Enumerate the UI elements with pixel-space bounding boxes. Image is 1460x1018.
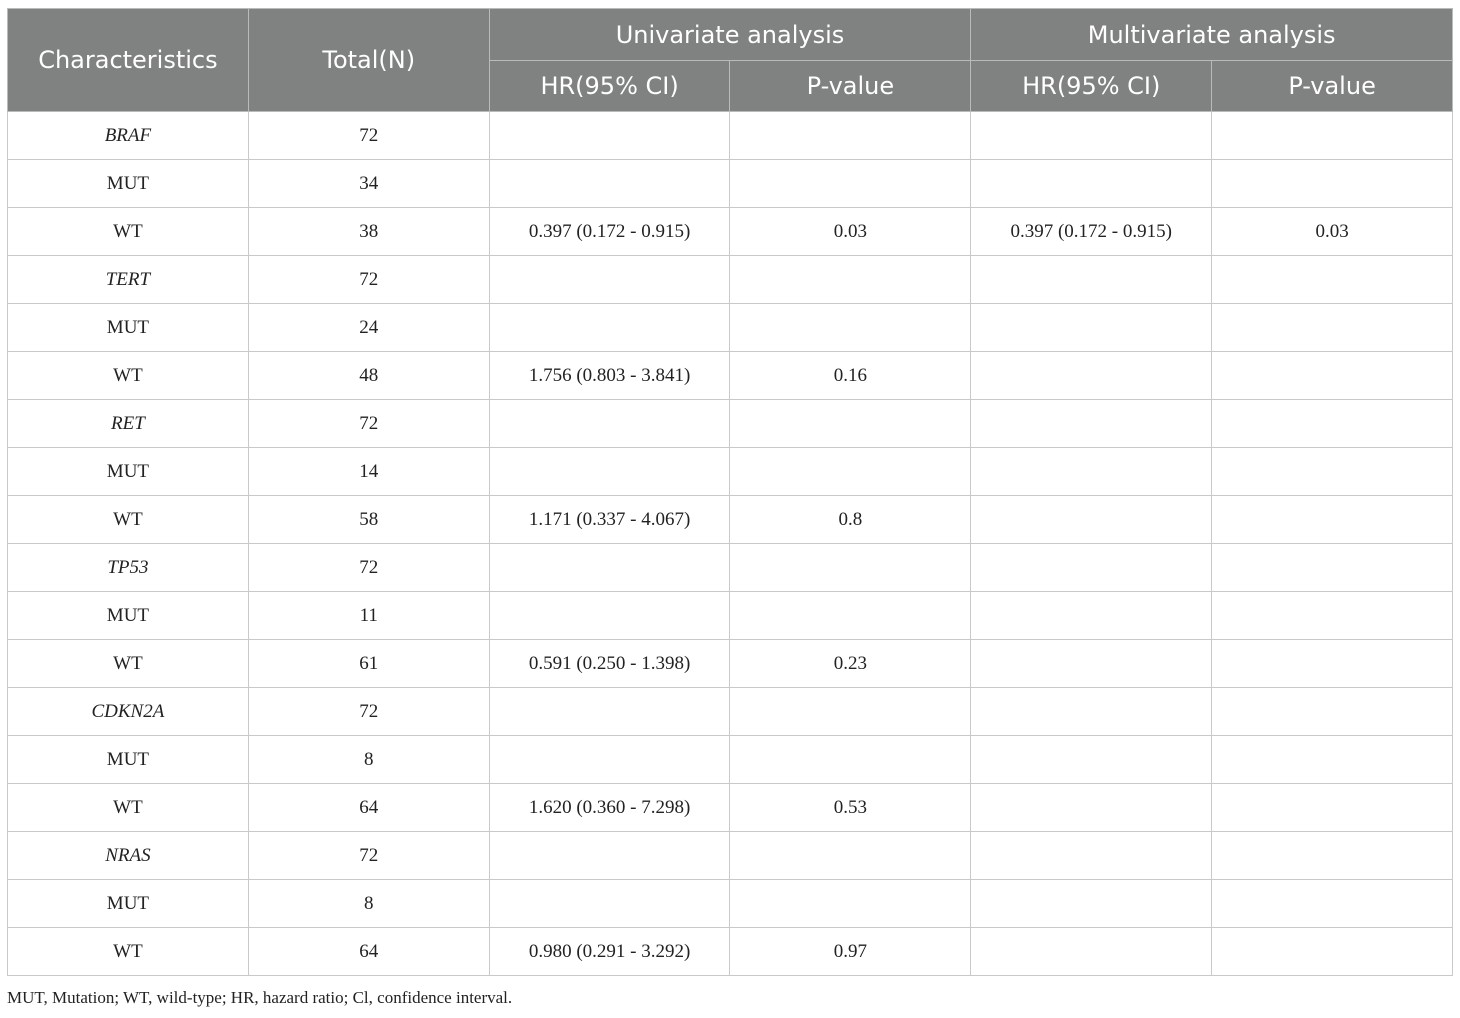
cell-characteristic: CDKN2A (8, 688, 249, 736)
cell-characteristic: RET (8, 400, 249, 448)
cell-multivariate-pvalue (1212, 736, 1453, 784)
table-row (8, 400, 1453, 448)
cell-multivariate-pvalue (1212, 880, 1453, 928)
cell-total: 72 (248, 112, 489, 160)
cell-univariate-pvalue (730, 400, 971, 448)
cell-characteristic: TERT (8, 256, 249, 304)
cell-total: 64 (248, 784, 489, 832)
header-uni-hr: HR(95% CI) (489, 61, 730, 112)
cell-characteristic: BRAF (8, 112, 249, 160)
cell-multivariate-hr (971, 448, 1212, 496)
cell-characteristic: MUT (8, 592, 249, 640)
cell-total: 38 (248, 208, 489, 256)
cell-univariate-hr (489, 880, 730, 928)
cell-multivariate-pvalue (1212, 928, 1453, 976)
cell-multivariate-pvalue (1212, 496, 1453, 544)
cell-total: 72 (248, 688, 489, 736)
table-header (8, 9, 1453, 112)
cell-univariate-hr: 0.591 (0.250 - 1.398) (489, 640, 730, 688)
table-body (8, 112, 1453, 976)
table-row (8, 832, 1453, 880)
cell-univariate-hr (489, 400, 730, 448)
cell-univariate-pvalue (730, 304, 971, 352)
cell-multivariate-hr (971, 592, 1212, 640)
cell-total: 72 (248, 832, 489, 880)
cell-total: 72 (248, 544, 489, 592)
header-multi-pvalue: P-value (1212, 61, 1453, 112)
cell-characteristic: WT (8, 640, 249, 688)
cell-univariate-pvalue (730, 880, 971, 928)
results-table (7, 8, 1453, 976)
cell-total: 58 (248, 496, 489, 544)
cell-univariate-pvalue (730, 160, 971, 208)
table-row (8, 928, 1453, 976)
cell-multivariate-hr: 0.397 (0.172 - 0.915) (971, 208, 1212, 256)
table-footnote: MUT, Mutation; WT, wild-type; HR, hazard ratio; Cl, confidence interval. (7, 988, 513, 1007)
table-row (8, 688, 1453, 736)
cell-univariate-pvalue (730, 448, 971, 496)
header-multivariate: Multivariate analysis (971, 9, 1453, 61)
cell-multivariate-pvalue (1212, 640, 1453, 688)
cell-total: 14 (248, 448, 489, 496)
cell-multivariate-hr (971, 496, 1212, 544)
cell-total: 48 (248, 352, 489, 400)
cell-total: 24 (248, 304, 489, 352)
cell-univariate-pvalue (730, 256, 971, 304)
cell-univariate-pvalue: 0.03 (730, 208, 971, 256)
cell-total: 64 (248, 928, 489, 976)
cell-total: 61 (248, 640, 489, 688)
table-row (8, 448, 1453, 496)
cell-characteristic: NRAS (8, 832, 249, 880)
cell-multivariate-hr (971, 112, 1212, 160)
cell-multivariate-hr (971, 736, 1212, 784)
table-row (8, 784, 1453, 832)
cell-total: 72 (248, 400, 489, 448)
cell-multivariate-pvalue (1212, 688, 1453, 736)
cell-multivariate-pvalue (1212, 304, 1453, 352)
cell-total: 8 (248, 880, 489, 928)
cell-characteristic: MUT (8, 304, 249, 352)
cell-univariate-hr (489, 304, 730, 352)
cell-univariate-pvalue: 0.8 (730, 496, 971, 544)
cell-characteristic: WT (8, 208, 249, 256)
cell-multivariate-pvalue (1212, 544, 1453, 592)
cell-multivariate-pvalue: 0.03 (1212, 208, 1453, 256)
cell-multivariate-hr (971, 640, 1212, 688)
cell-multivariate-hr (971, 160, 1212, 208)
cell-characteristic: WT (8, 352, 249, 400)
cell-characteristic: TP53 (8, 544, 249, 592)
table-row (8, 592, 1453, 640)
cell-multivariate-pvalue (1212, 832, 1453, 880)
cell-multivariate-hr (971, 400, 1212, 448)
cell-multivariate-hr (971, 880, 1212, 928)
cell-multivariate-pvalue (1212, 448, 1453, 496)
cell-characteristic: MUT (8, 160, 249, 208)
header-univariate: Univariate analysis (489, 9, 971, 61)
cell-multivariate-pvalue (1212, 256, 1453, 304)
cell-univariate-hr (489, 736, 730, 784)
table-row (8, 352, 1453, 400)
cell-multivariate-pvalue (1212, 112, 1453, 160)
table-row (8, 496, 1453, 544)
table-row (8, 208, 1453, 256)
cell-multivariate-pvalue (1212, 592, 1453, 640)
table-row (8, 304, 1453, 352)
cell-univariate-hr (489, 592, 730, 640)
cell-multivariate-pvalue (1212, 784, 1453, 832)
cell-multivariate-hr (971, 256, 1212, 304)
cell-univariate-pvalue: 0.23 (730, 640, 971, 688)
cell-univariate-pvalue (730, 832, 971, 880)
cell-characteristic: MUT (8, 880, 249, 928)
header-characteristics: Characteristics (8, 9, 249, 112)
cell-univariate-hr: 0.397 (0.172 - 0.915) (489, 208, 730, 256)
cell-univariate-pvalue (730, 592, 971, 640)
table-row (8, 256, 1453, 304)
cell-multivariate-hr (971, 928, 1212, 976)
cell-characteristic: MUT (8, 448, 249, 496)
cell-univariate-hr (489, 160, 730, 208)
cell-univariate-hr: 1.756 (0.803 - 3.841) (489, 352, 730, 400)
cell-univariate-hr (489, 448, 730, 496)
cell-multivariate-hr (971, 832, 1212, 880)
cell-univariate-pvalue (730, 544, 971, 592)
cell-multivariate-hr (971, 304, 1212, 352)
cell-univariate-pvalue: 0.97 (730, 928, 971, 976)
table-row (8, 160, 1453, 208)
cell-characteristic: WT (8, 928, 249, 976)
table-row (8, 112, 1453, 160)
table-row (8, 736, 1453, 784)
cell-total: 34 (248, 160, 489, 208)
cell-univariate-pvalue (730, 736, 971, 784)
cell-univariate-pvalue: 0.16 (730, 352, 971, 400)
header-multi-hr: HR(95% CI) (971, 61, 1212, 112)
cell-characteristic: WT (8, 784, 249, 832)
cell-multivariate-hr (971, 352, 1212, 400)
cell-total: 11 (248, 592, 489, 640)
cell-univariate-hr (489, 832, 730, 880)
cell-multivariate-pvalue (1212, 160, 1453, 208)
cell-univariate-hr: 1.171 (0.337 - 4.067) (489, 496, 730, 544)
cell-multivariate-pvalue (1212, 352, 1453, 400)
table-row (8, 640, 1453, 688)
table-row (8, 544, 1453, 592)
header-row-top (8, 9, 1453, 61)
cell-univariate-pvalue (730, 112, 971, 160)
cell-univariate-hr (489, 688, 730, 736)
cell-univariate-hr (489, 256, 730, 304)
cell-univariate-hr (489, 112, 730, 160)
table-row (8, 880, 1453, 928)
cell-characteristic: WT (8, 496, 249, 544)
cell-univariate-hr: 1.620 (0.360 - 7.298) (489, 784, 730, 832)
header-uni-pvalue: P-value (730, 61, 971, 112)
cell-univariate-pvalue: 0.53 (730, 784, 971, 832)
cell-multivariate-pvalue (1212, 400, 1453, 448)
cell-univariate-hr: 0.980 (0.291 - 3.292) (489, 928, 730, 976)
cell-total: 72 (248, 256, 489, 304)
cell-total: 8 (248, 736, 489, 784)
cell-characteristic: MUT (8, 736, 249, 784)
cell-univariate-pvalue (730, 688, 971, 736)
cell-multivariate-hr (971, 544, 1212, 592)
cell-multivariate-hr (971, 784, 1212, 832)
cell-univariate-hr (489, 544, 730, 592)
header-total: Total(N) (248, 9, 489, 112)
cell-multivariate-hr (971, 688, 1212, 736)
